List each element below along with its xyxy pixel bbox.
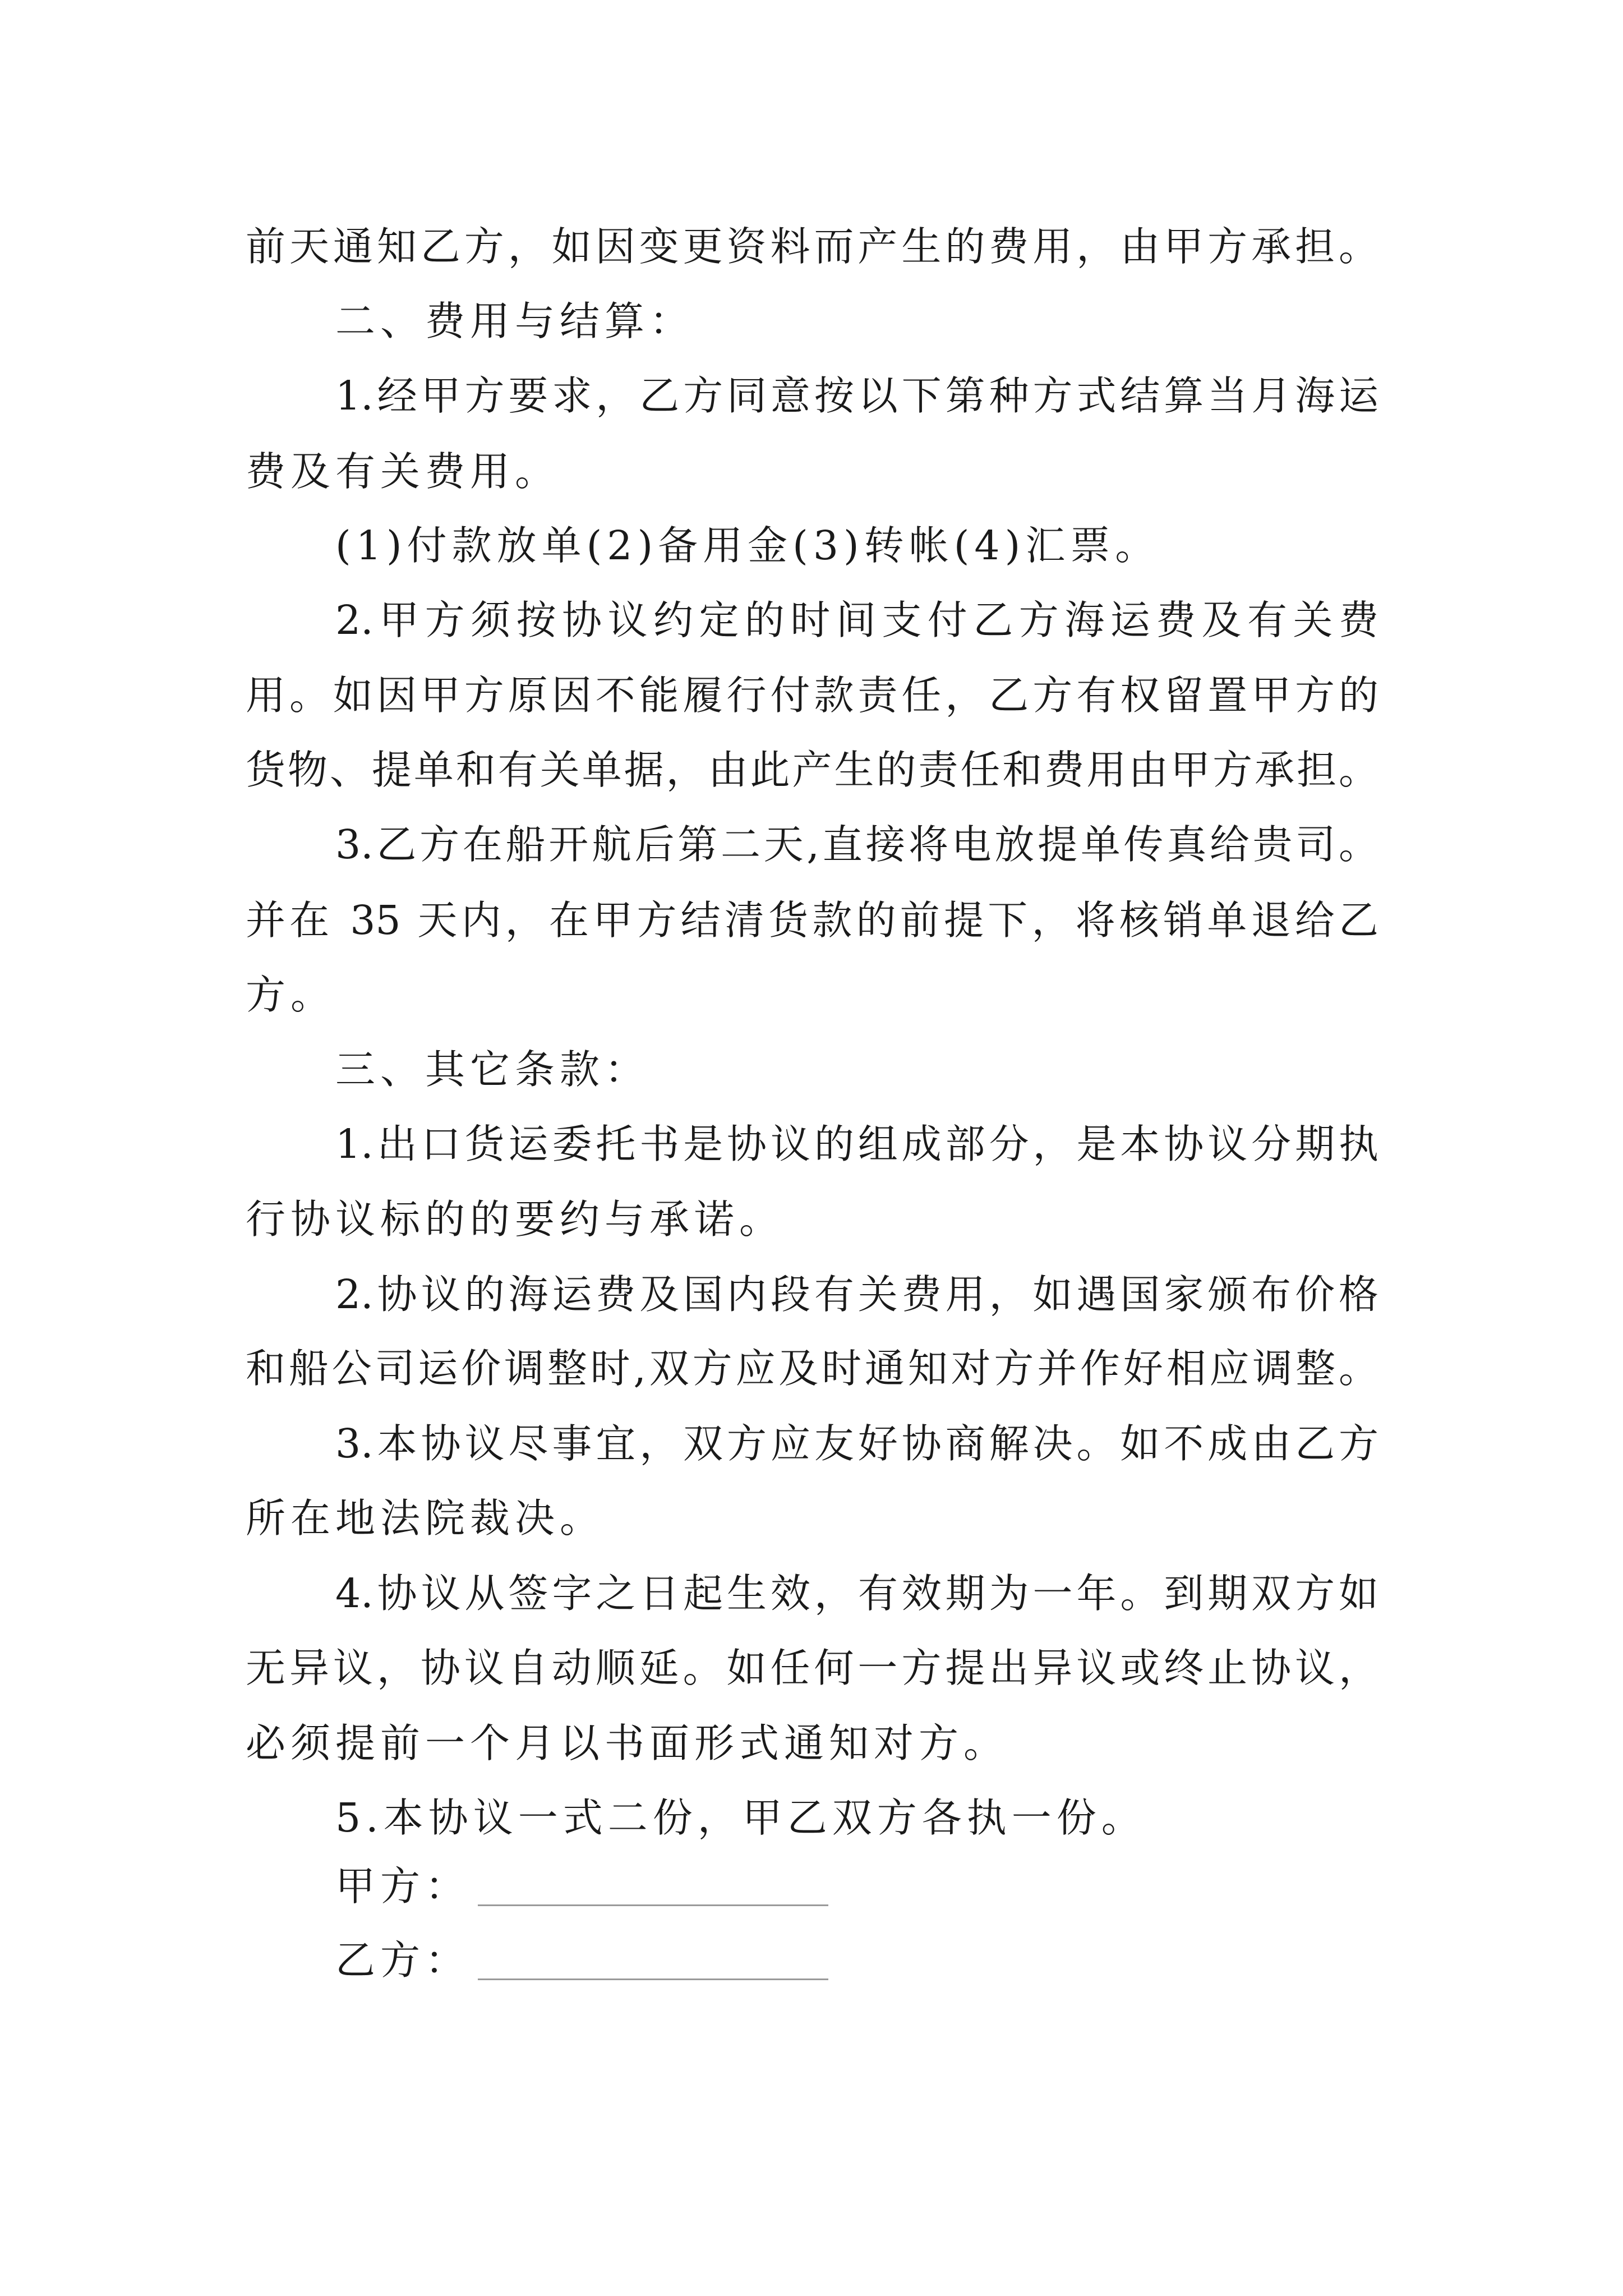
text-line: 行协议标的的要约与承诺。 xyxy=(246,1196,785,1243)
text-line: (1)付款放单(2)备用金(3)转帐(4)汇票。 xyxy=(335,522,1160,569)
text-line: 无异议，协议自动顺延。如任何一方提出异议或终止协议， xyxy=(246,1645,1378,1691)
text-line: 2.甲方须按协议约定的时间支付乙方海运费及有关费 xyxy=(335,597,1378,643)
text-line: 用。如因甲方原因不能履行付款责任，乙方有权留置甲方的 xyxy=(246,672,1378,719)
text-line: 1.出口货运委托书是协议的组成部分，是本协议分期执 xyxy=(335,1121,1378,1167)
party-a-signature xyxy=(335,1856,828,1910)
text-line: 方。 xyxy=(246,972,336,1018)
text-line: 4.协议从签字之日起生效，有效期为一年。到期双方如 xyxy=(335,1570,1378,1617)
text-line: 1.经甲方要求，乙方同意按以下第种方式结算当月海运 xyxy=(335,372,1378,419)
text-line: 3.本协议尽事宜，双方应友好协商解决。如不成由乙方 xyxy=(335,1420,1378,1467)
party-b-label: 乙方： xyxy=(335,1937,471,1984)
text-line: 必须提前一个月以书面形式通知对方。 xyxy=(246,1720,1009,1766)
text-line: 费及有关费用。 xyxy=(246,448,560,495)
section-heading: 二、费用与结算： xyxy=(335,298,695,344)
text-line: 并在 35 天内，在甲方结清货款的前提下，将核销单退给乙 xyxy=(246,897,1378,944)
text-line: 3.乙方在船开航后第二天,直接将电放提单传真给贵司。 xyxy=(335,821,1378,868)
text-line: 2.协议的海运费及国内段有关费用，如遇国家颁布价格 xyxy=(335,1271,1378,1318)
text-line: 5.本协议一式二份，甲乙双方各执一份。 xyxy=(335,1795,1146,1841)
party-a-label: 甲方： xyxy=(335,1863,471,1910)
party-b-signature-blank[interactable] xyxy=(478,1946,828,1980)
text-line: 前天通知乙方，如因变更资料而产生的费用，由甲方承担。 xyxy=(246,223,1378,270)
party-b-signature xyxy=(335,1930,828,1984)
text-line: 所在地法院裁决。 xyxy=(246,1495,605,1542)
section-heading: 三、其它条款： xyxy=(335,1046,650,1093)
text-line: 和船公司运价调整时,双方应及时通知对方并作好相应调整。 xyxy=(246,1345,1378,1392)
party-a-signature-blank[interactable] xyxy=(478,1872,828,1906)
text-line: 货物、提单和有关单据，由此产生的责任和费用由甲方承担。 xyxy=(246,747,1378,793)
